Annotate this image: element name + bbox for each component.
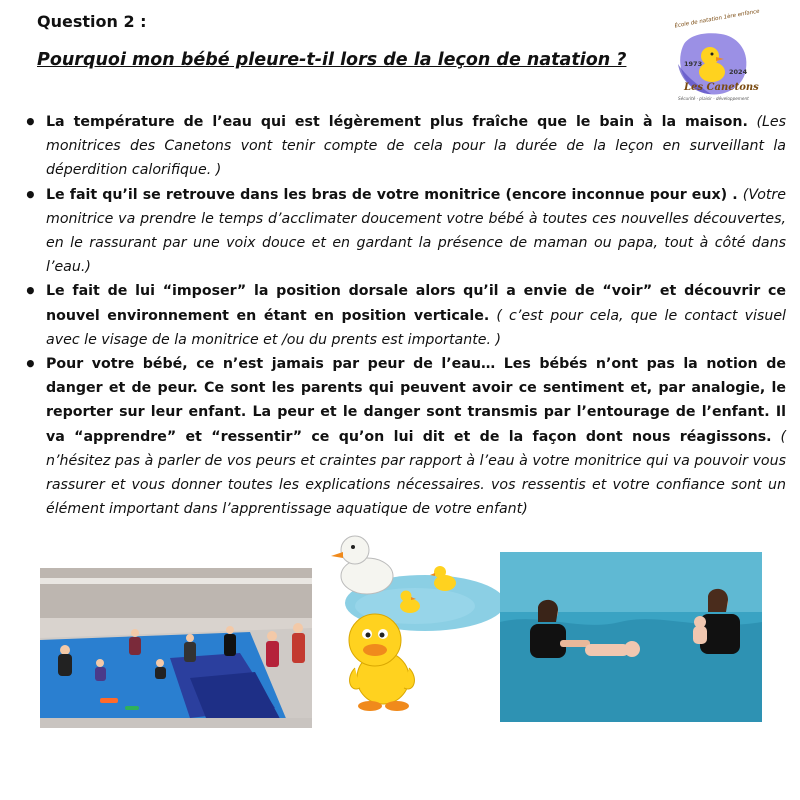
cartoon-ducks <box>305 528 505 718</box>
point-bold: La température de l’eau qui est légèrement plus fraîche que le bain à la maison. <box>46 114 748 130</box>
question-label: Question 2 : <box>37 12 147 31</box>
logo-top-text: École de natation 1ère enfance <box>674 8 761 30</box>
list-item <box>20 279 786 352</box>
logo-tagline: Sécurité · plaisir · développement <box>678 96 749 101</box>
logo-year-left: 1973 <box>684 60 703 68</box>
logo-brand: Les Canetons <box>684 82 759 93</box>
point-italic: (Votre monitrice va prendre le temps d’acclimater doucement votre bébé à toutes ces nouvelles découvertes, en le rassurant par une voix douce et en gardant la présence de maman ou papa, tout à côté dans l’eau.) <box>46 186 786 276</box>
baby-swim-photo <box>500 552 762 722</box>
point-bold: Le fait de lui “imposer” la position dorsale alors qu’il a envie de “voir” et découvrir ce nouvel environnement en étant en position verticale. <box>46 283 786 324</box>
point-italic: (Les monitrices des Canetons vont tenir compte de cela pour la durée de la leçon en surveillant la déperdition calorifique. ) <box>46 114 786 179</box>
list-item <box>20 110 786 183</box>
logo-year-right: 2024 <box>729 68 748 76</box>
point-italic: ( c’est pour cela, que le contact visuel avec le visage de la monitrice et /ou du prents est importante. ) <box>46 307 786 348</box>
point-bold: Le fait qu’il se retrouve dans les bras de votre monitrice (encore inconnue pour eux) . <box>46 186 743 203</box>
point-italic: ( n’hésitez pas à parler de vos peurs et craintes par rapport à l’eau à votre monitrice qui va pouvoir vous rassurer et vous donner toutes les explications nécessaires. vos ressentis et votre confiance sont un élément important dans l’apprentissage aquatique de votre enfant) <box>46 428 786 518</box>
reasons-list <box>20 110 786 521</box>
page-title: Pourquoi mon bébé pleure-t-il lors de la leçon de natation ? <box>37 50 627 70</box>
list-item <box>20 183 786 280</box>
point-bold: Pour votre bébé, ce n’est jamais par peur de l’eau… Les bébés n’ont pas la notion de danger et de peur. Ce sont les parents qui peuvent avoir ce sentiment et, par analogie, le reporter sur leur enfant. La peur et le danger sont transmis par l’entourage de l’enfant. Il va “apprendre” et “ressentir” ce qu’on lui dit et de la façon dont nous réagissons. <box>46 356 786 445</box>
canetons-logo <box>666 8 761 104</box>
list-item <box>20 352 786 521</box>
pool-class-photo <box>40 568 312 728</box>
